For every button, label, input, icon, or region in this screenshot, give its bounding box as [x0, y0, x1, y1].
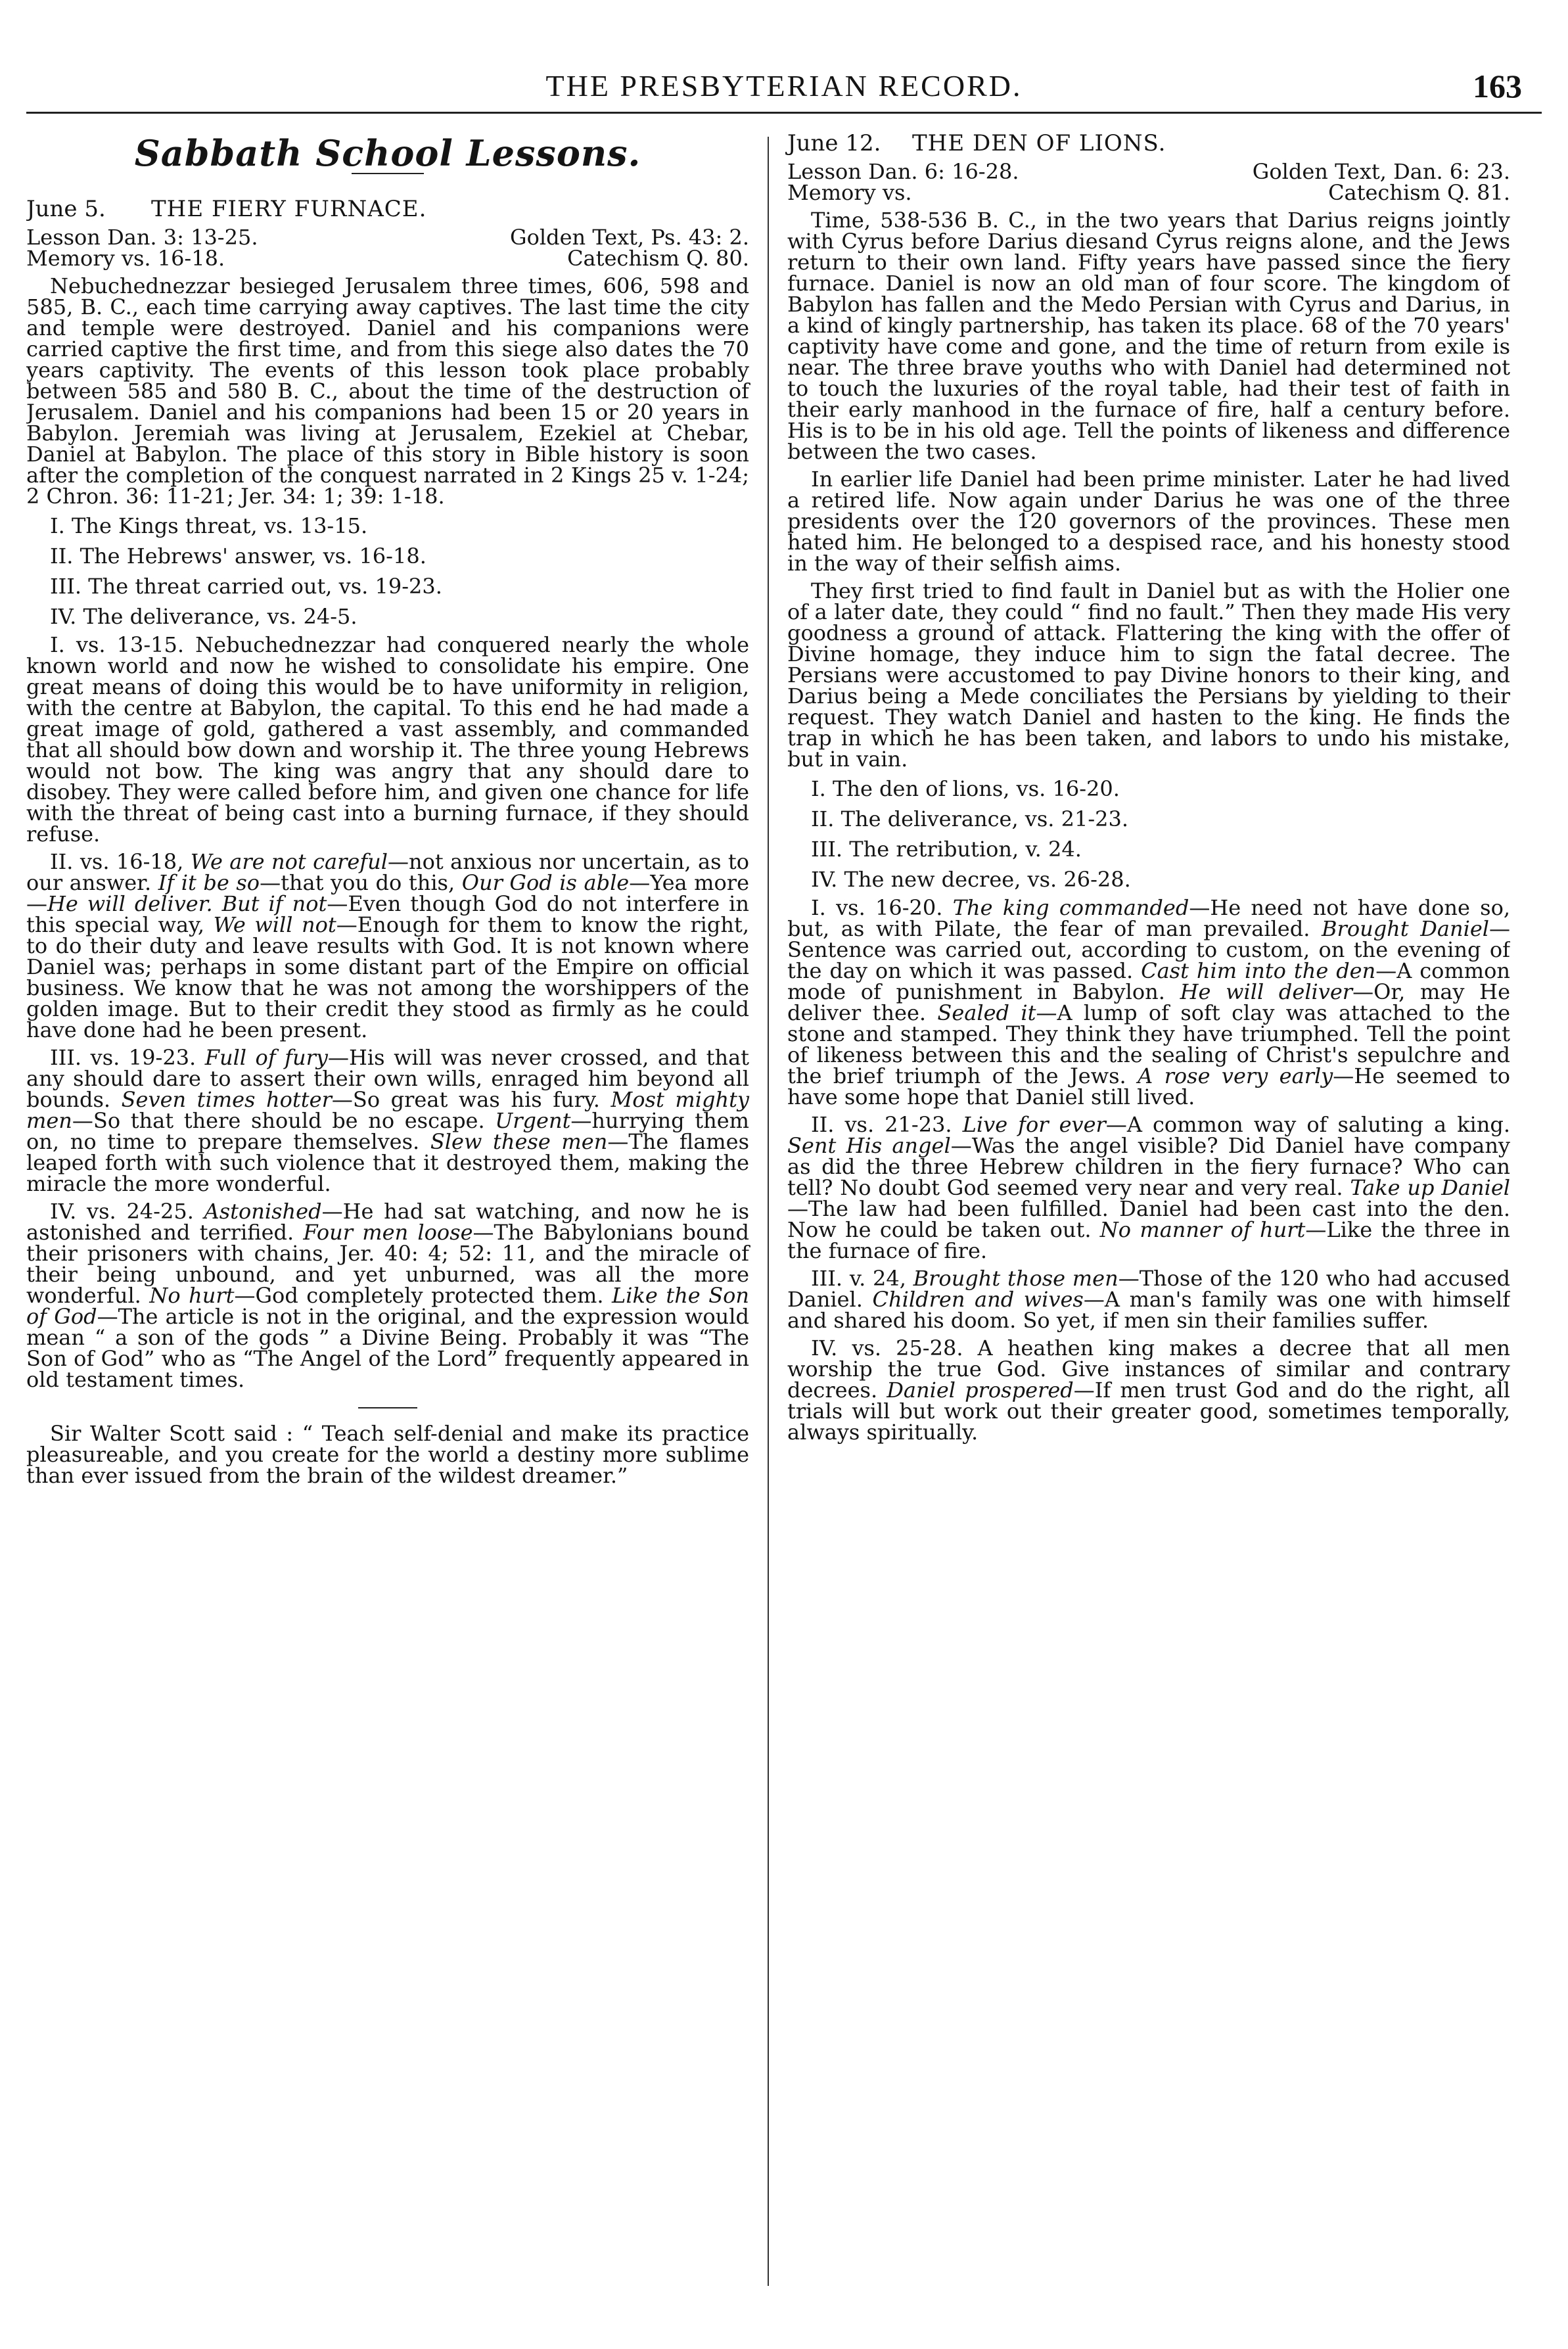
lesson1-paragraph-2: [26, 851, 749, 1040]
lesson2-date: June 12.: [787, 130, 881, 156]
running-header: [26, 59, 1542, 114]
lesson2-title: THE DEN OF LIONS.: [912, 130, 1166, 156]
emphasis: Daniel prospered: [887, 1378, 1074, 1403]
emphasis: Brought Daniel: [1322, 916, 1490, 941]
emphasis: Live for ever: [962, 1112, 1106, 1137]
lesson1-golden-text: Golden Text, Ps. 43: 2.: [510, 225, 749, 250]
lesson2-paragraph-a: In earlier life Daniel had been prime minister. Later he had lived a retired life. Now again under Darius he was one of the three presidents over the 120 governors of the provinces. These men hated him. He belonged to a despised race, and his honesty stood in the way of their selfish aims.: [787, 467, 1510, 576]
lesson1-paragraph-4: [26, 1201, 749, 1390]
text-run: —Was the angel visible? Did Daniel have company as did the three Hebrew children in the fiery furnace? Who can tell? No doubt God seemed very near and very real.: [787, 1133, 1510, 1200]
outline-item: IV. The deliverance, vs. 24-5.: [50, 604, 357, 629]
text-run: —He had sat watching, and now he is astonished and terrified.: [26, 1199, 750, 1245]
text-run: —Like the three in the furnace of fire.: [787, 1217, 1510, 1263]
lesson2-paragraph-3: [787, 1268, 1510, 1331]
text-run: —He seemed to have some hope that Daniel still lived.: [787, 1063, 1510, 1109]
text-run: —Yea more—: [26, 870, 750, 916]
lesson2-intro: Time, 538-536 B. C., in the two years that Darius reigns jointly with Cyrus before Darius diesand Cyrus reigns alone, and the Jews return to their own land. Fifty years have passed since the fiery furnace. Daniel is now an old man of four score. The kingdom of Babylon has fallen and the Medo Persian with Cyrus and Darius, in a kind of kingly partnership, has taken its place. 68 of the 70 years' captivity have come and gone, and the time of return from exile is near. The three brave youths who with Daniel had determined not to touch the luxuries of the royal table, had their test of faith in their early manhood in the furnace of fire, half a century before. His is to be in his old age. Tell the points of likeness and difference between the two cases.: [787, 208, 1510, 464]
text-run: III. v. 24,: [811, 1266, 913, 1291]
emphasis: Our God is able: [461, 870, 630, 895]
lesson2-memory: Memory vs.: [787, 180, 912, 205]
text-run: IV. vs. 25-28. A heathen king makes a decree that all men worship the true God. Give instances of similar and contrary decrees.: [787, 1336, 1510, 1403]
lesson2-golden-text: Golden Text, Dan. 6: 23.: [1252, 159, 1510, 184]
text-run: II. vs. 21-23.: [811, 1112, 963, 1137]
text-run: —Or, may He deliver thee.: [787, 979, 1510, 1025]
emphasis: Like the Son of God: [26, 1283, 750, 1329]
lesson1-reference-row: [26, 227, 749, 248]
emphasis: We will not: [213, 912, 336, 937]
lesson2-paragraph-4: [787, 1337, 1510, 1443]
emphasis: Four men loose: [303, 1220, 473, 1245]
lesson1-title: THE FIERY FURNACE.: [151, 196, 427, 222]
emphasis: Brought those men: [913, 1266, 1118, 1291]
lesson1-intro: Nebuchednezzar besieged Jerusalem three times, 606, 598 and 585, B. C., each time carrying away captives. The last time the city and temple were destroyed. Daniel and his companions were carried captive the first time, and from this siege also dates the 70 years captivity. The events of this lesson took place probably between 585 and 580 B. C., about the time of the destruction of Jerusalem. Daniel and his companions had been 15 or 20 years in Babylon. Jeremiah was living at Jerusalem, Ezekiel at Chebar, Daniel at Babylon. The place of this story in Bible history is soon after the completion of the conquest narrated in 2 Kings 25 v. 1-24; 2 Chron. 36: 11-21; Jer. 34: 1; 39: 1-18.: [26, 273, 749, 509]
lesson2-paragraph-2: [787, 1114, 1510, 1261]
emphasis: Sealed it: [937, 1000, 1036, 1025]
emphasis: He will deliver: [1180, 979, 1353, 1004]
lesson1-outline: [26, 515, 749, 628]
lesson2-outline: [787, 778, 1510, 891]
text-run: —Even though God do not interfere in this special way,: [26, 891, 750, 937]
text-run: —His will was never crossed, and that any should dare to assert their own wills, enraged him beyond all bounds.: [26, 1045, 750, 1112]
text-run: —Enough for them to know the right, to do their duty and leave results with God. It is not known where Daniel was; perhaps in some distant part of the Empire on official business. We know that he was not among the worshippers of the golden image. But to their credit they stood as firmly as he could have done had he been present.: [26, 912, 750, 1042]
text-run: —A man's family was one with himself and shared his doom. So yet, if men sin their families suffer.: [787, 1287, 1510, 1333]
emphasis: He will deliver. But if not: [47, 891, 327, 916]
emphasis: Astonished: [204, 1199, 322, 1224]
emphasis: Sent His angel: [787, 1133, 951, 1158]
emphasis: Most mighty men: [26, 1087, 750, 1133]
text-run: —that you do this,: [260, 870, 462, 895]
scott-quote: Sir Walter Scott said : “ Teach self-denial and make its practice pleasureable, and you create for the world a destiny more sublime than ever issued from the brain of the wildest dreamer.”: [26, 1421, 749, 1488]
left-column: [26, 127, 768, 2315]
journal-title: THE PRESBYTERIAN RECORD.: [545, 69, 1023, 103]
lesson1-paragraph-1: I. vs. 13-15. Nebuchednezzar had conquered nearly the whole known world and now he wished to consolidate his empire. One great means of doing this would be to have uniformity in religion, with the centre at Babylon, the capital. To this end he had made a great image of gold, gathered a vast assembly, and commanded that all should bow down and worship it. The three young Hebrews would not bow. The king was angry that any should dare to disobey. They were called before him, and given one chance for life with the threat of being cast into a burning furnace, if they should refuse.: [26, 632, 749, 847]
lesson2-heading: [787, 131, 1510, 156]
lesson1-paragraph-3: [26, 1047, 749, 1194]
outline-item: I. The den of lions, vs. 16-20.: [811, 776, 1120, 801]
lesson1-date: June 5.: [26, 196, 106, 222]
text-run: IV. vs. 24-25.: [50, 1199, 204, 1224]
right-column: [769, 127, 1510, 2315]
emphasis: Full of fury: [204, 1045, 329, 1070]
text-run: —A common way of saluting a king.: [1105, 1112, 1510, 1137]
text-run: —Sentence was carried out, according to custom, on the evening of the day on which it was passed.: [787, 916, 1510, 983]
emphasis: Urgent: [495, 1108, 571, 1133]
text-run: III. vs. 19-23.: [50, 1045, 205, 1070]
emphasis: Take up Daniel: [1350, 1175, 1510, 1200]
text-run: —God completely protected them.: [234, 1283, 612, 1308]
lesson2-paragraph-b: They first tried to find fault in Daniel but as with the Holier one of a later date, they could “ find no fault.” Then they made His very goodness a ground of attack. Flattering the king with the offer of Divine homage, they induce him to sign the fatal decree. The Persians were accustomed to pay Divine honors to their king, and Darius being a Mede conciliates the Persians by yielding to their request. They watch Daniel and hasten to the king. He finds the trap in which he has been taken, and labors to undo his mistake, but in vain.: [787, 578, 1510, 772]
lesson1-lesson-ref: Lesson Dan. 3: 13-25.: [26, 225, 258, 250]
lesson2-reference-row: [787, 161, 1510, 182]
emphasis: Slew these men: [430, 1129, 608, 1154]
text-run: —A common mode of punishment in Babylon.: [787, 958, 1510, 1004]
emphasis: The king commanded: [952, 895, 1189, 920]
lesson2-catechism: Catechism Q. 81.: [1328, 180, 1510, 205]
emphasis: Cast him into the den: [1141, 958, 1376, 983]
text-run: —hurrying them on, no time to prepare themselves.: [26, 1108, 749, 1154]
quote-divider: [358, 1407, 417, 1408]
text-run: —Those of the 120 who had accused Daniel.: [787, 1266, 1510, 1312]
outline-item: II. The deliverance, vs. 21-23.: [811, 806, 1129, 831]
lesson2-paragraph-1: [787, 897, 1510, 1107]
text-run: —If men trust God and do the right, all trials will but work out their greater good, sometimes temporally, always spiritually.: [787, 1378, 1510, 1445]
emphasis: A rose very early: [1138, 1063, 1333, 1088]
emphasis: If it be so: [158, 870, 260, 895]
emphasis: We are not careful: [190, 849, 388, 874]
text-run: —A lump of soft clay was attached to the stone and stamped. They think they have triumphed. Tell the point of likeness between this and the sealing of Christ's sepulchre and the brief triumph of the Jews.: [787, 1000, 1510, 1088]
section-heading: Sabbath School Lessons.: [134, 132, 641, 174]
text-run: —He need not have done so, but, as with Pilate, the fear of man prevailed.: [787, 895, 1510, 941]
text-run: —The law had been fulfilled. Daniel had been cast into the den. Now he could be taken out.: [787, 1196, 1510, 1242]
emphasis: No hurt: [149, 1283, 235, 1308]
text-run: II. vs. 16-18,: [50, 849, 191, 874]
emphasis: Children and wives: [872, 1287, 1084, 1312]
outline-item: II. The Hebrews' answer, vs. 16-18.: [50, 544, 427, 569]
lesson1-memory-row: [26, 248, 749, 269]
outline-item: I. The Kings threat, vs. 13-15.: [50, 513, 368, 538]
text-run: I. vs. 16-20.: [811, 895, 953, 920]
lesson1-memory: Memory vs. 16-18.: [26, 246, 225, 271]
text-run: —The article is not in the original, and the expression would mean “ a son of the gods ” a Divine Being. Probably it was “The Son of God” who as “The Angel of the Lord” frequently appeared in old testament times.: [26, 1304, 750, 1392]
lesson2-memory-row: [787, 182, 1510, 203]
emphasis: No manner of hurt: [1099, 1217, 1306, 1242]
text-run: —So that there should be no escape.: [72, 1108, 496, 1133]
outline-item: IV. The new decree, vs. 26-28.: [811, 867, 1131, 892]
lesson1-heading: [26, 197, 749, 221]
text-run: —The flames leaped forth with such violence that it destroyed them, making the miracle the more wonderful.: [26, 1129, 750, 1196]
outline-item: III. The retribution, v. 24.: [811, 837, 1082, 862]
page-number: 163: [1473, 68, 1522, 105]
lesson2-lesson-ref: Lesson Dan. 6: 16-28.: [787, 159, 1019, 184]
text-run: —The Babylonians bound their prisoners with chains, Jer. 40: 4; 52: 11, and the miracle of their being unbound, and yet unburned, was all the more wonderful.: [26, 1220, 749, 1308]
text-run: —not anxious nor uncertain, as to our answer.: [26, 849, 750, 895]
emphasis: Seven times hotter: [121, 1087, 332, 1112]
text-run: —So great was his fury.: [331, 1087, 611, 1112]
outline-item: III. The threat carried out, vs. 19-23.: [50, 574, 442, 599]
two-column-body: [26, 127, 1542, 2315]
lesson1-catechism: Catechism Q. 80.: [567, 246, 749, 271]
